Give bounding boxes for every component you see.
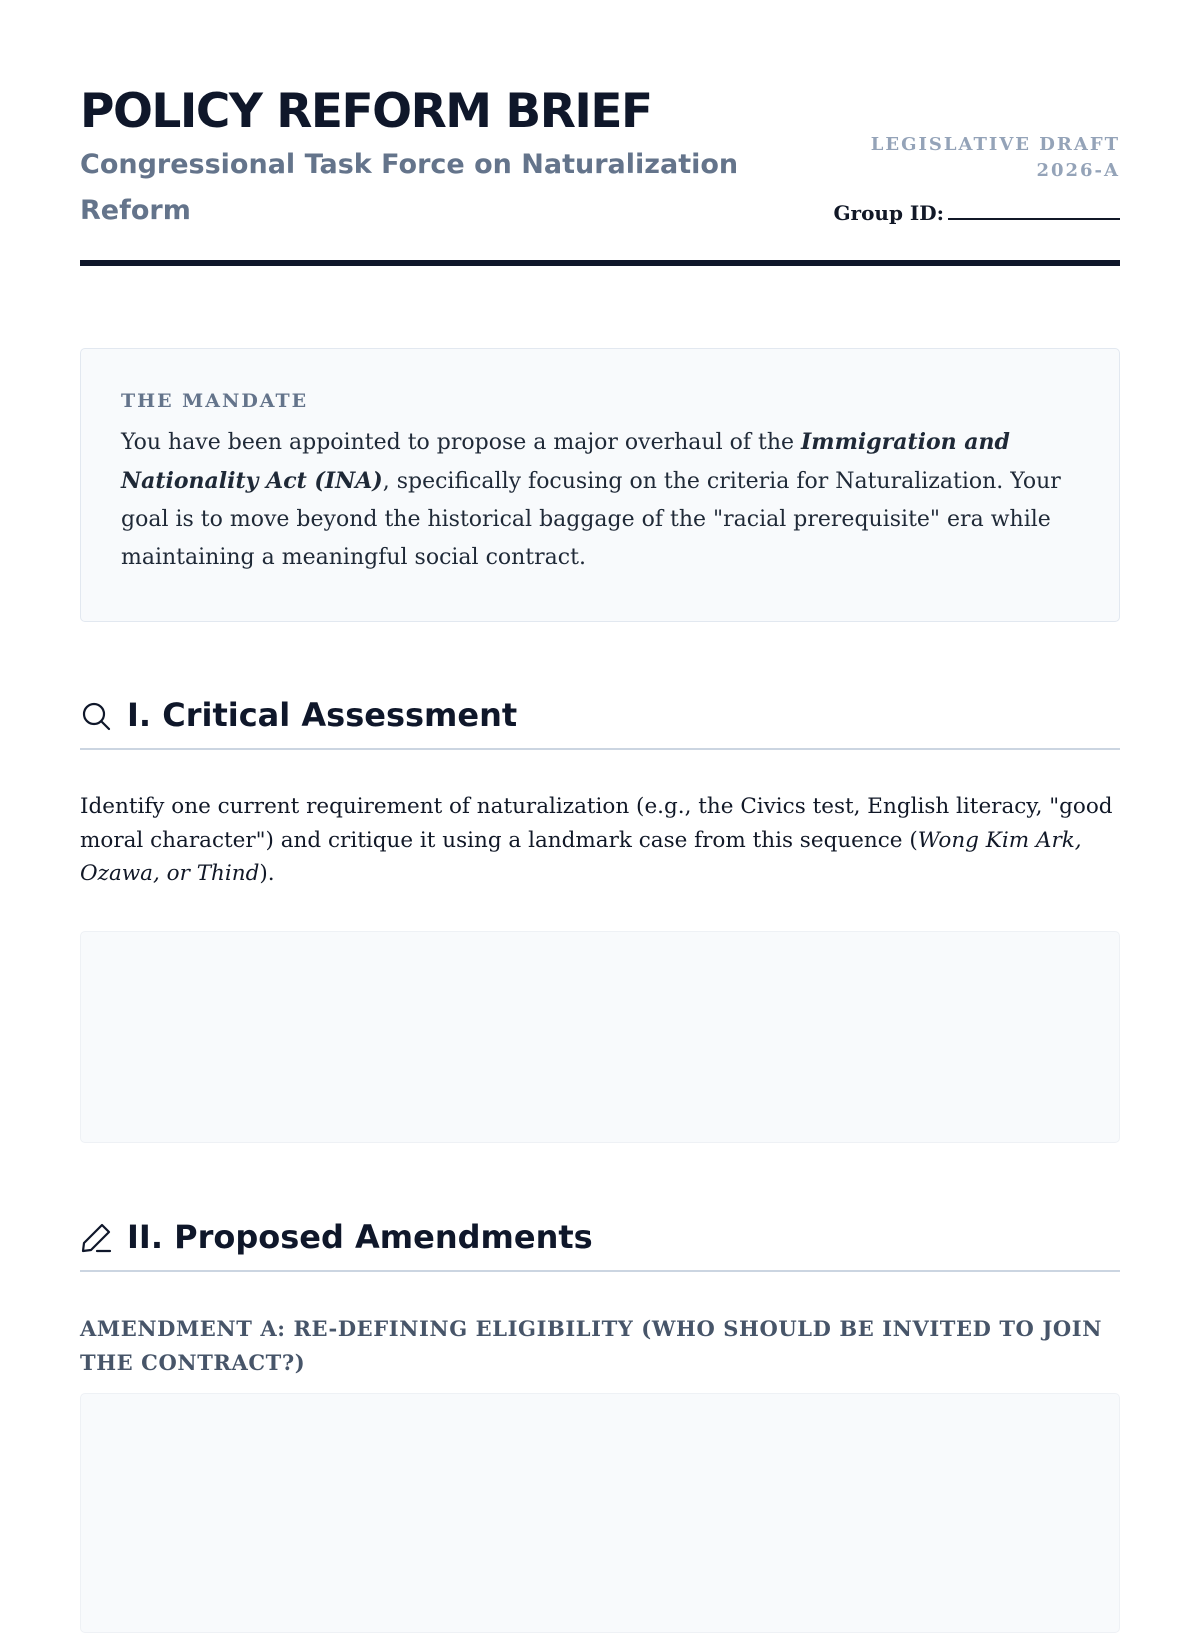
amendment-a-answer-box[interactable] — [80, 1393, 1120, 1633]
draft-label-line1: LEGISLATIVE DRAFT — [870, 134, 1120, 155]
mandate-label: THE MANDATE — [121, 390, 309, 412]
section-critical-assessment-title: I. Critical Assessment — [127, 696, 518, 734]
mandate-text — [121, 423, 1079, 577]
prompt-text-before: Identify one current requirement of naturalization (e.g., the Civics test, English literacy, "good moral character") and critique it using a landmark case from this sequence ( — [80, 794, 1113, 853]
document-header — [80, 84, 1120, 266]
document-title: POLICY REFORM BRIEF — [80, 84, 652, 139]
section-critical-assessment-header — [80, 690, 1120, 750]
document-meta — [833, 132, 1120, 227]
section-proposed-amendments-header — [80, 1212, 1120, 1272]
policy-brief-page — [80, 0, 1120, 1600]
amendment-a-label: AMENDMENT A: RE-DEFINING ELIGIBILITY (WHO SHOULD BE INVITED TO JOIN THE CONTRACT?) — [80, 1316, 1103, 1375]
section-proposed-amendments-title: II. Proposed Amendments — [127, 1218, 593, 1256]
group-id-label: Group ID: — [833, 201, 944, 225]
prompt-cases: Wong Kim Ark, Ozawa, or Thind — [80, 827, 1082, 886]
critical-assessment-prompt — [80, 790, 1120, 891]
group-id-field[interactable] — [833, 198, 1120, 227]
search-icon — [80, 700, 112, 732]
pen-icon — [80, 1222, 112, 1254]
group-id-blank[interactable] — [948, 198, 1120, 220]
mandate-text-before: You have been appointed to propose a major overhaul of the — [121, 430, 802, 455]
critical-assessment-answer-box[interactable] — [80, 931, 1120, 1143]
mandate-text-after: , specifically focusing on the criteria for Naturalization. Your goal is to move beyond the historical baggage of the "racial prerequisite" era while maintaining a meaningful social contract. — [121, 469, 1061, 570]
mandate-box — [80, 348, 1120, 622]
draft-label-line2: 2026-A — [1036, 160, 1120, 181]
prompt-text-after: ). — [259, 861, 275, 886]
document-subtitle: Congressional Task Force on Naturalization Reform — [80, 149, 739, 226]
mandate-text-emphasis: Immigration and Nationality Act (INA) — [121, 429, 1010, 494]
